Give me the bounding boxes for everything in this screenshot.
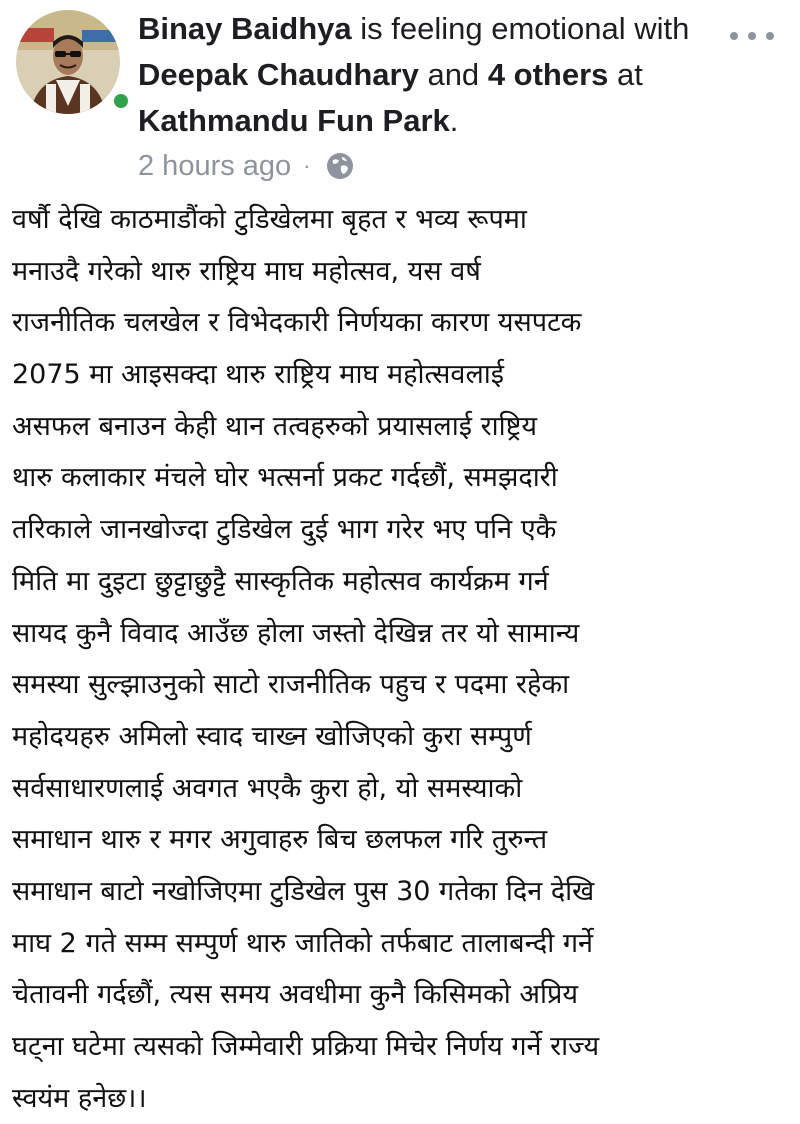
- post-text-line: समस्या सुल्झाउनुको साटो राजनीतिक पहुच र पदमा रहेका: [12, 669, 570, 701]
- tagged-person-link[interactable]: Deepak Chaudhary: [138, 57, 419, 92]
- post-text-line: घट्ना घटेमा त्यसको जिम्मेवारी प्रक्रिया मिचेर निर्णय गर्ने राज्य: [12, 1031, 600, 1062]
- post-text-line: महोदयहरु अमिलो स्वाद चाख्न खोजिएको कुरा सम्पुर्ण: [12, 720, 532, 752]
- post-text-line: समाधान बाटो नखोजिएमा टुडिखेल पुस 30 गतेका दिन देखि: [12, 875, 595, 907]
- online-status-icon: [110, 90, 132, 112]
- post-text-line: राजनीतिक चलखेल र विभेदकारी निर्णयका कारण यसपटक: [12, 307, 582, 339]
- post-meta: [138, 146, 355, 186]
- post-text-line: सर्वसाधारणलाई अवगत भएकै कुरा हो, यो समस्याको: [12, 772, 523, 804]
- author-avatar-container[interactable]: [16, 10, 128, 122]
- post-text-line: थारु कलाकार मंचले घोर भत्सर्ना प्रकट गर्दछौं, समझदारी: [12, 462, 558, 494]
- post-text-line: 2075 मा आइसक्दा थारु राष्ट्रिय माघ महोत्सवलाई: [12, 359, 504, 391]
- post-header-text: [138, 6, 698, 144]
- avatar[interactable]: [16, 10, 120, 114]
- timestamp-link[interactable]: 2 hours ago: [138, 149, 292, 182]
- more-dot: [766, 32, 774, 40]
- others-link[interactable]: 4 others: [487, 57, 609, 92]
- post-text-line: असफल बनाउन केही थान तत्वहरुको प्रयासलाई राष्ट्रिय: [12, 410, 538, 442]
- more-dot: [748, 32, 756, 40]
- and-text: and: [427, 57, 480, 92]
- post-text-line: माघ 2 गते सम्म सम्पुर्ण थारु जातिको तर्फबाट तालाबन्दी गर्ने: [12, 927, 594, 959]
- post-text-line: तरिकाले जानखोज्दा टुडिखेल दुई भाग गरेर भए पनि एकै: [12, 514, 557, 546]
- more-options-icon[interactable]: [730, 22, 774, 50]
- more-dot: [730, 32, 738, 40]
- post-text-line: सायद कुनै विवाद आउँछ होला जस्तो देखिन्न तर यो सामान्य: [12, 617, 580, 649]
- post-header: [0, 0, 800, 190]
- location-link[interactable]: Kathmandu Fun Park: [138, 103, 450, 138]
- at-text: at: [617, 57, 643, 92]
- meta-separator: ·: [303, 153, 311, 178]
- post-text-line: स्वयंम हनेछ।।: [12, 1082, 147, 1114]
- post-body-text: [12, 194, 788, 1114]
- post-text-line: समाधान थारु र मगर अगुवाहरु बिच छलफल गरि तुरुन्त: [12, 824, 548, 856]
- feeling-text: is feeling emotional with: [360, 11, 690, 46]
- post-text-line: मनाउदै गरेको थारु राष्ट्रिय माघ महोत्सव, यस वर्ष: [12, 255, 481, 287]
- globe-icon[interactable]: [325, 151, 355, 181]
- author-name-link[interactable]: Binay Baidhya: [138, 11, 352, 46]
- post-text-line: चेतावनी गर्दछौं, त्यस समय अवधीमा कुनै किसिमको अप्रिय: [12, 979, 579, 1011]
- post-text-line: वर्षौ देखि काठमाडौंको टुडिखेलमा बृहत र भव्य रूपमा: [12, 204, 527, 235]
- post-text-line: मिति मा दुइटा छुट्टाछुट्टै सास्कृतिक महोत्सव कार्यक्रम गर्न: [12, 565, 549, 597]
- header-period: .: [449, 103, 459, 138]
